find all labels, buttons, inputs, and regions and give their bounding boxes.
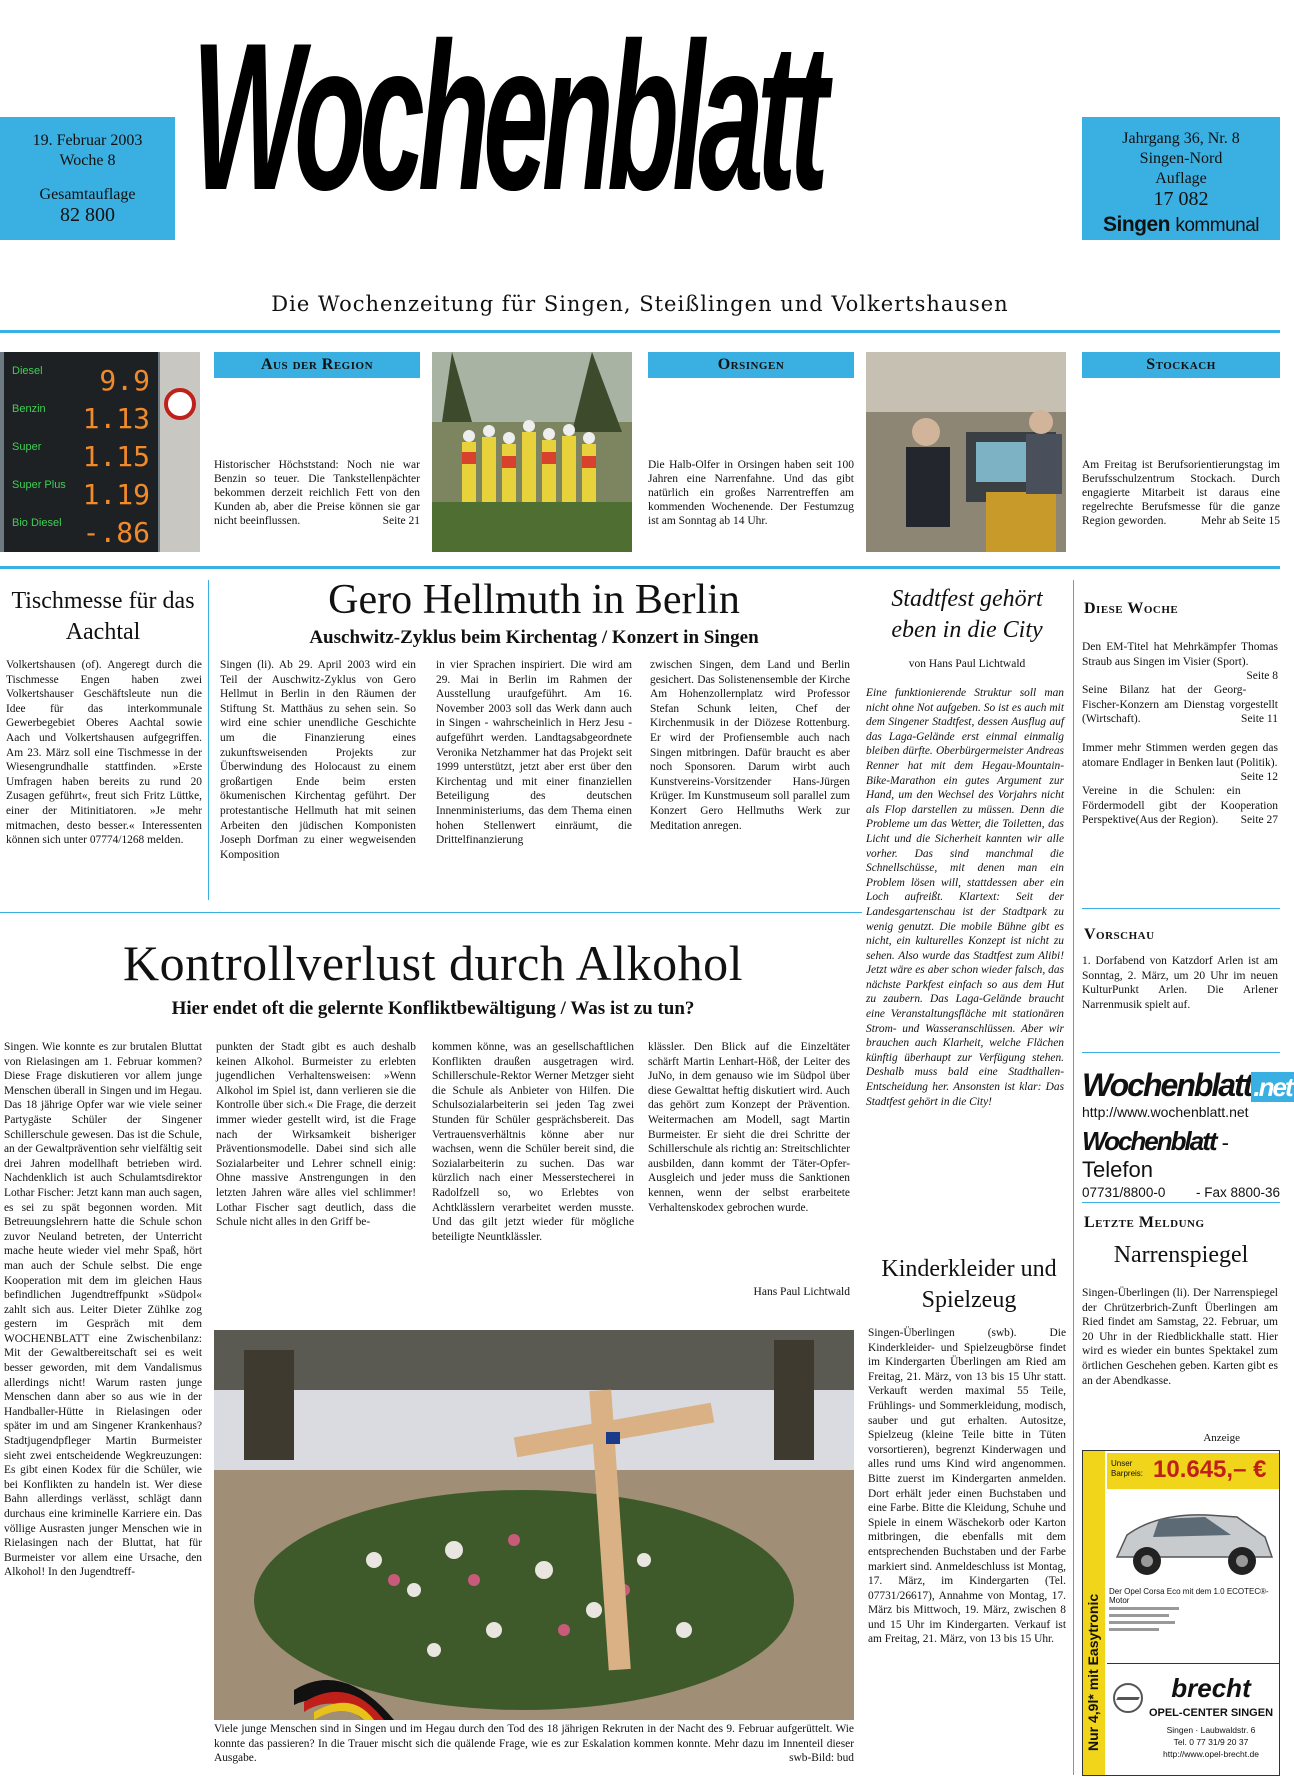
teaser-region-ref: Seite 21 (382, 515, 420, 527)
tischmesse-body: Volkertshausen (of). Angeregt durch die Tischmesse Engen haben zwei Volkertshauser Geschäftsleute nun die Idee für das interkommunale Gewerbegebiet Oberes Aachtal sowie Aach und Volkertshausen aufgegriffen. Am 23. März soll eine Tischmesse in der Wiesengrundhalle stattfinden. »Erste Umfragen haben bereits zu rund 20 Zusagen geführt«, freut sich Fritz Lüttke, einer der Mitinitiatoren. »Je mehr mitmachen, desto besser.« Interessenten können sich unter 07774/1268 melden. (6, 659, 202, 847)
teaser-stockach-label: Stockach (1082, 352, 1280, 378)
alkohol-headline: Kontrollverlust durch Alkohol (123, 935, 743, 991)
teaser-rule (0, 566, 1280, 569)
fuel-sign-label: Super Plus (12, 479, 66, 491)
narren-group-photo (432, 352, 632, 552)
telefon-label: - Telefon (1082, 1130, 1229, 1182)
letzte-headline: Narrenspiegel (1113, 1242, 1249, 1268)
telefon-line (1082, 1126, 1280, 1183)
teaser-stockach-body: Am Freitag ist Berufsorientierungstag im Berufsschulzentrum Stockach. Durch engagierte Mitarbeit ist daraus eine regelrechte Berufsmesse für die ganze Region geworden. (1082, 459, 1280, 527)
net-logo-text: Wochenblatt (1082, 1067, 1252, 1103)
fuel-sign-label: Bio Diesel (12, 517, 62, 529)
column-rule (208, 580, 209, 900)
diese-woche-item-text: Seine Bilanz hat der Georg-Fischer-Konzern am Dienstag vorgestellt (Wirtschaft). (1082, 684, 1278, 726)
ad-dealer-sub: OPEL-CENTER SINGEN (1148, 1707, 1274, 1719)
fuel-sign-price: 1.19 (82, 478, 150, 511)
gero-col3: zwischen Singen, dem Land und Berlin gesichert. Das Solistenensemble der Kirche Am Hohenzollernplatz wird Professor Stefan Schunk leiten, Chef der Kirchenmusik in der Diözese Rottenburg. Er wird der Profiensemble auch nach Singen mitbringen. Dafür braucht es aber noch Sponsoren. Darum wirbt auch Kunstvereins-Vorsitzender Hans-Jürgen Krüger. Im Kunstmuseum soll parallel zum Konzert Gero Hellmuths Werk zur Meditation anregen. (650, 659, 850, 832)
ad-dealer: brecht (1171, 1673, 1251, 1703)
alkohol-col3: kommen könne, was an gesellschaftlichen Konflikten draußen ausgetragen wird. Schillerschule-Rektor Werner Metzger sieht die Schule als Anbieter von Hilfen. Die Schulsozialarbeiterin sei jeden Tag zwei Stunden für Schüler gesprächsbereit. Das Vertrauensverhältnis könne aber nur wachsen, wenn die Schüler bereit sind, die Sozialarbeiterin zu suchen. Das war kürzlich nach einer Messerstecherei in Radolfzell so, wo Erlebtes von Achtklässlern verarbeitet werden musste. Und das gilt jetzt wieder für mögliche beteiligte Neuntklässler. (432, 1041, 634, 1243)
gero-col2: in vier Sprachen inspiriert. Die wird am 29. Mai in Berlin im Rahmen der Ausstellung uraufgeführt. Am 16. November 2003 soll das Werk dann auch in Singen - wahrscheinlich in Herz Jesu - aufgeführt werden. Landtagsabgeordnete Veronika Netzhammer hat das Projekt seit 1999 unterstützt, jetzt aber erst über den Kirchentag und mit einer finanziellen Beteiligung des deutschen Innenministeriums, das dem Thema einen hohen Stellenwert einräumt, die Drittelfinanzierung (436, 659, 632, 847)
ad-divider (1107, 1663, 1279, 1664)
edition-tag (1082, 215, 1280, 236)
edition-tag-city: Singen (1102, 213, 1170, 236)
teaser-region[interactable] (214, 352, 420, 528)
ad-bullets (1109, 1603, 1279, 1653)
masthead-info-right (1082, 117, 1280, 240)
teaser-orsingen[interactable] (648, 352, 854, 528)
section-rule (0, 912, 862, 913)
ad-price-box (1107, 1453, 1279, 1489)
kinder-headline: Kinderkleider und Spielzeug (881, 1256, 1057, 1313)
ad-address: Singen · Laubwaldstr. 6 (1166, 1725, 1256, 1735)
diese-woche-item-ref: Seite 11 (1241, 713, 1278, 726)
diese-woche-item[interactable] (1082, 640, 1278, 683)
diese-woche-list (1082, 640, 1278, 828)
net-logo-suffix: .net (1253, 1072, 1292, 1102)
alkohol-col4: klässler. Den Blick auf die Einzeltäter schärft Martin Lenhart-Höß, der Leiter des JuNo, in dem genauso wie im Südpol über diese Gewalttat heftig diskutiert wird. Auch das gehört zum Konzept der Prävention. Weitermachen am Modell, sagt Martin Burmeister. Er sieht die drei Schritte der Schillerschule als richtig an: Streitschlichter ausbilden, dann kommt der Täter-Opfer-Ausgleich und jeder muss die Sanktionen kennen, wenn der selbst erarbeitete Verhaltenskodex gebrochen wurde. (648, 1041, 850, 1214)
edition-name: Singen-Nord (1139, 150, 1223, 167)
diese-woche-item-text: Immer mehr Stimmen werden gegen das atomare Endlager in Benken laut (Politik). (1082, 741, 1278, 769)
column-rule (1073, 580, 1074, 1775)
car-illustration (1107, 1495, 1279, 1585)
stadtfest-body: Eine funktionierende Struktur soll man nicht ohne Not aufgeben. So ist es auch mit dem Singener Stadtfest, dessen Ausflug auf das Laga-Gelände erst einmal einmalig bleiben dürfte. Oberbürgermeister Andreas Renner hat mit dem Hegau-Mountain-Bike-Marathon ein gutes Argument zur Hand, um den Wechsel des Vorjahrs nicht als Flop darstellen zu müssen. Denn die Probleme um das Wetter, die Toiletten, das Licht und die Sicherheit kannten wir alle vorher. Das sind manchmal die Schnellschüsse, mit denen man ein Problem lösen will, stattdessen aber ein Loch aufreißt. Klartext: Seit der Landesgartenschau ist der Stadtpark zu wenig genutzt. Die mobile Bühne gibt es nicht, ein kulturelles Konzept ist nicht zu sehen. Also wurde das Stadtfest zum Alibi! Jetzt wäre es aber schon wieder falsch, das nächste Parkfest einfach so aus dem Hut zu zaubern. Das Laga-Gelände braucht eine Veranstaltungsfläche mit stationären Strom- und Wasseranschlüssen. Aber wir brauchen auch Klarheit, welche Flächen künftig überhaupt zur Verfügung stehen. Deshalb muss bald eine Stadthallen-Entscheidung her. Ansonsten ist klar: Das Stadtfest gehört in die City! (866, 687, 1064, 1108)
vorschau-text: 1. Dorfabend von Katzdorf Arlen ist am Sonntag, 2. März, um 20 Uhr im neuen KulturPunkt Arlen. Die Arlener Narrenmusik spielt auf. (1082, 955, 1278, 1011)
vorschau-head: Vorschau (1084, 926, 1155, 943)
alkohol-subhead: Hier endet oft die gelernte Konfliktbewältigung / Was ist zu tun? (171, 998, 695, 1019)
masthead-title: Wochenblatt (192, 0, 823, 234)
edition-tag-kommunal: kommunal (1175, 215, 1259, 236)
ad-tel: Tel. 0 77 31/9 20 37 (1173, 1737, 1249, 1747)
ad-vertical-strip (1083, 1451, 1105, 1775)
alkohol-byline: Hans Paul Lichtwald (753, 1286, 850, 1298)
masthead-logo[interactable] (192, 0, 938, 249)
side-rule (1082, 1202, 1280, 1203)
teaser-region-text (214, 458, 420, 528)
ad-price-label: Unser Barpreis: (1111, 1459, 1144, 1478)
letzte-head: Letzte Meldung (1084, 1214, 1205, 1231)
fuel-sign-price: 1.15 (82, 440, 150, 473)
fuel-sign-label: Super (12, 441, 42, 453)
net-logo (1082, 1067, 1292, 1104)
diese-woche-item-text: Den EM-Titel hat Mehrkämpfer Thomas Straub aus Singen im Visier (Sport). (1082, 641, 1278, 668)
ad-model: Der Opel Corsa Eco mit dem 1.0 ECOTEC®-Motor (1109, 1587, 1269, 1605)
fuel-prices-photo (0, 352, 200, 552)
teaser-orsingen-label: Orsingen (648, 352, 854, 378)
fuel-sign-price: 9.9 (99, 364, 150, 397)
caption-text: Viele junge Menschen sind in Singen und im Hegau durch den Tod des 18 jährigen Rekruten in der Nacht des 9. Februar aufgerüttelt. Wie konnte das passieren? In die Trauer mischt sich die quälende Frage, wie es zur Eskalation kommen konnte. Mehr dazu im Innenteil dieser Ausgabe. (214, 1723, 854, 1765)
issue-number: Jahrgang 36, Nr. 8 (1122, 130, 1240, 147)
stadtfest-headline: Stadtfest gehört eben in die City (891, 586, 1043, 643)
wochenblatt-net-box[interactable] (1082, 1067, 1292, 1200)
job-fair-photo (866, 352, 1066, 552)
circulation-label: Gesamtauflage (39, 186, 136, 203)
gero-headline: Gero Hellmuth in Berlin (328, 577, 740, 623)
diese-woche-item[interactable] (1082, 741, 1278, 784)
fuel-sign-label: Benzin (12, 403, 46, 415)
ad-vertical-text: Nur 4,9l* mit Easytronic (1085, 1593, 1101, 1751)
diese-woche-item[interactable] (1082, 683, 1278, 727)
telefon-number: 07731/8800-0 (1082, 1185, 1166, 1200)
diese-woche-item-ref: Seite 27 (1240, 814, 1278, 827)
kinder-body: Singen-Überlingen (swb). Die Kinderkleider- und Spielzeugbörse findet im Kindergarten Überlingen am Ried am Freitag, 21. März, von 13 bis 15 Uhr statt. Verkauft werden maximal 55 Teile, Frühlings- und Sommerkleidung, modisch, sauber und gut erhalten. Autositze, Spielzeug (kleine Teile bitte in Tüten vorsortieren), begrenzt Kinderwagen und alles rund ums Kind wird angenommen. Bitte zuerst im Kindergarten anmelden. Dort erhält jeder einen Buchstaben und eine Farbe. Bitte die Kleidung, Schuhe und Spiele in einem Wäschekorb oder Karton mitbringen, die ebenfalls mit dem entsprechenden Buchstaben und der Farbe markiert sind. Anmeldeschluss ist Montag, 17. März, im Kindergarten (Tel. 07731/26617), Annahme von Montag, 17. März bis Mittwoch, 19. März, zwischen 8 und 15 Uhr im Kindergarten. Verkauf ist am Freitag, 21. März, von 13 bis 15 Uhr. (868, 1327, 1066, 1646)
fuel-sign-price: -.86 (82, 516, 150, 549)
circulation-value: 82 800 (60, 204, 115, 226)
side-rule (1082, 1052, 1280, 1053)
memorial-photo-caption (214, 1722, 854, 1766)
diese-woche-item-text: Vereine in die Schulen: ein Fördermodell gibt der Kooperation Perspektive(Aus der Region). (1082, 785, 1278, 827)
teaser-stockach[interactable] (1082, 352, 1280, 528)
side-rule (1082, 908, 1280, 909)
net-url[interactable]: http://www.wochenblatt.net (1082, 1104, 1249, 1120)
teaser-region-body: Historischer Höchststand: Noch nie war Benzin so teuer. Die Tankstellenpächter bekommen derzeit reichlich Fett von den Kunden ab, aber die Preise können sie gar nicht beeinflussen. (214, 459, 420, 527)
stadtfest-byline: von Hans Paul Lichtwald (908, 658, 1026, 670)
teaser-stockach-ref: Mehr ab Seite 15 (1201, 515, 1280, 527)
opel-logo-icon (1113, 1683, 1143, 1713)
opel-ad[interactable] (1082, 1450, 1280, 1776)
issue-week: Woche 8 (59, 152, 116, 169)
teaser-orsingen-text: Die Halb-Olfer in Orsingen haben seit 100 Jahren eine Narrenfahne. Und das gibt natürlich ein großes Narrentreffen am kommenden Wochenende. Der Festumzug ist am Sonntag ab 14 Uhr. (648, 459, 854, 527)
alkohol-col2: punkten der Stadt gibt es auch deshalb keinen Alkohol. Burmeister zu erlebten jugendlichen Verhaltensweisen: »Wenn Alkohol im Spiel ist, dann verlieren sie die Kontrolle über sich.« Die Frage, die derzeit immer wieder gestellt wird, ist die Frage nach der Wirksamkeit bisheriger Präventionsmodelle. Dabei sind sich alle Sozialarbeiter und Lehrer schnell einig: Ohne massive Anstrengungen in den letzten Jahren wäre alles viel schlimmer! Lothar Fischer sagt deutlich, dass die Schule nicht alles in den Griff be- (216, 1041, 416, 1229)
teaser-region-label: Aus der Region (214, 352, 420, 378)
gero-subhead: Auschwitz-Zyklus beim Kirchentag / Konzert in Singen (309, 627, 759, 648)
letzte-text: Singen-Überlingen (li). Der Narrenspiegel der Chrützerbrich-Zunft Überlingen am Ried findet am Samstag, 22. Februar, um 20 Uhr in der Riedblickhalle statt. Hier wird es wieder ein buntes Spektakel zum örtlichen Geschehen geben. Karten gibt es an der Abendkasse. (1082, 1287, 1278, 1387)
ad-web[interactable]: http://www.opel-brecht.de (1163, 1749, 1259, 1759)
gero-col1: Singen (li). Ab 29. April 2003 wird ein Teil der Auschwitz-Zyklus von Gero Hellmut in Berlin in den Räumen der Stiftung St. Matthäus zu sehen sein. So wird eine schier unendliche Geschichte um die Finanzierung eines zukunftsweisenden Projekts zur Überwindung des Holocaust zu einem großartigen Ende beim ersten ökumenischen Kirchentag geführt. Der protestantische Hellmuth hat mit seinen Arbeiten den jüdischen Komponisten Joseph Dorfman zu einer wegweisenden Komposition (220, 659, 416, 861)
ad-price: 10.645,– € (1153, 1456, 1267, 1483)
alkohol-col1: Singen. Wie konnte es zur brutalen Bluttat von Rielasingen am 1. Februar kommen? Diese Frage diskutieren vor allem junge Menschen überall in Singen und im Hegau. Das 18 jährige Opfer war wie viele seiner Partygäste Schüler der Singener Schillerschule gewesen. Das ist die Schule, an der Gewaltprävention sehr vielfältig seit drei Jahren modellhaft betrieben wird. Nachdenklich ist auch Schulamtsdirektor Lothar Fischer: Jetzt kann man auch sagen, es sei zu spät begonnen worden. Mit Betreuungslehrern hatte die Schule schon zuvor Neuland betreten, der Unterricht mache heute wieder viel mehr Spaß, hört man auch der Schule selbst. Die enge Kooperation mit dem im gleichen Haus befindlichen Jugendtreffpunkt »Südpol« zahlt sich aus. Leiter Dieter Zühlke zog gestern im Gespräch mit dem WOCHENBLATT eine Zwischenbilanz: Mit der Gewaltbereitschaft sei es weit besser geworden, mit dem Vandalismus allerdings nicht! Warum rasten junge Menschen dann aber so aus wie in der Handballer-Hütte in Rielasingen oder später im und am Singener Krankenhaus? Stadtjugendpfleger Martin Burmeister sieht zwei entscheidende Wegkreuzungen: Es gibt einen Kodex für die Schüler, wie bei Konflikten zu handeln ist. Wer diese Bahn allerdings verlässt, schlägt dann durchaus eine kriminelle Karriere ein. Das völlige Ausrasten junger Menschen wie in Rielasingen nach der Bluttat, hat für Burmeister vor allem eine Ursache, den Alkohol! In den Jugendtreff- (4, 1041, 202, 1579)
telefon-logo: Wochenblatt (1082, 1126, 1216, 1156)
ad-label: Anzeige (1203, 1432, 1240, 1444)
diese-woche-item[interactable] (1082, 784, 1278, 828)
tischmesse-headline: Tischmesse für das Aachtal (11, 588, 195, 645)
fax-number: - Fax 8800-36 (1195, 1185, 1280, 1200)
memorial-photo (214, 1330, 854, 1720)
caption-credit: swb-Bild: bud (789, 1752, 854, 1765)
fuel-sign-label: Diesel (12, 365, 43, 377)
fuel-sign-price: 1.13 (82, 402, 150, 435)
teaser-stockach-text (1082, 458, 1280, 528)
diese-woche-item-ref: Seite 12 (1240, 771, 1278, 784)
circulation-label: Auflage (1155, 170, 1207, 187)
telefon-numbers (1082, 1185, 1280, 1200)
circulation-value: 17 082 (1153, 188, 1209, 210)
masthead-subtitle: Die Wochenzeitung für Singen, Steißlingen und Volkertshausen (271, 292, 1009, 316)
issue-date: 19. Februar 2003 (32, 132, 143, 149)
masthead-info-left (0, 117, 175, 240)
masthead-rule (0, 330, 1280, 333)
diese-woche-item-ref: Seite 8 (1246, 670, 1278, 683)
diese-woche-head: Diese Woche (1084, 600, 1179, 617)
